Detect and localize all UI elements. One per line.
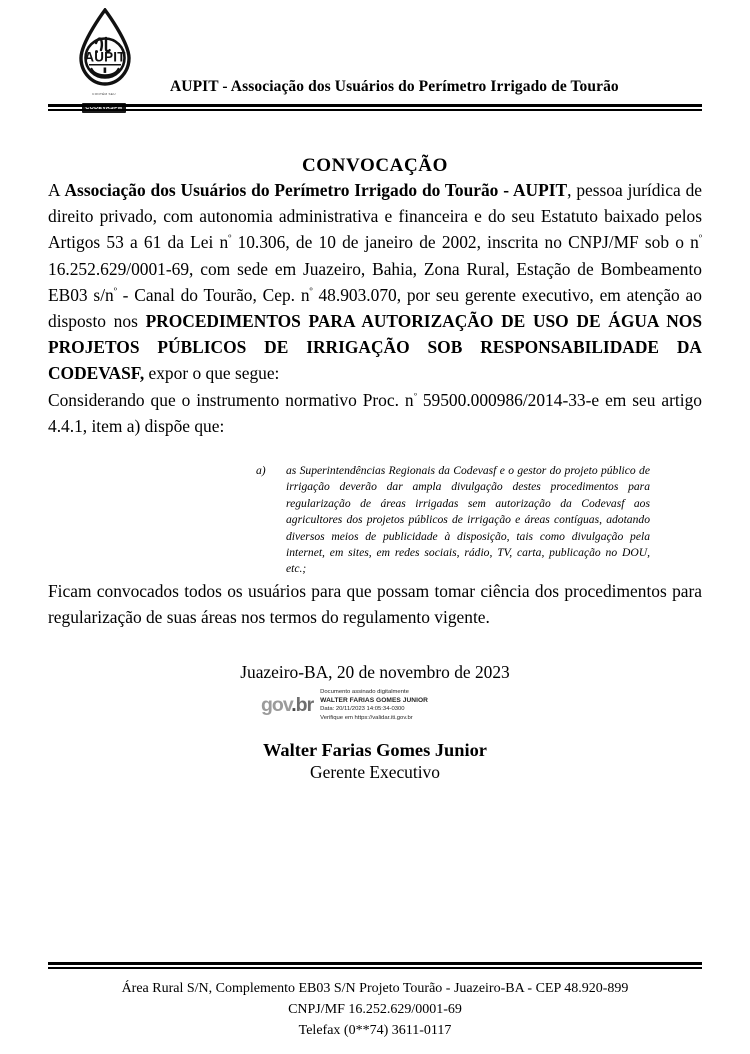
govbr-logo-br: br	[295, 693, 314, 716]
document-footer	[48, 962, 702, 1041]
govbr-signature-details	[320, 688, 489, 722]
paragraph-considerando-part-2: 59500.000986/2014-33-e em seu artigo 4.4.1, item a) dispõe que:	[48, 389, 702, 436]
paragraph-ficam-convocados: Ficam convocados todos os usuários para que possam tomar ciência dos procedimentos para regularização de suas áreas nos termos do regulamento vigente.	[48, 580, 702, 628]
govbr-signature-heading: Documento assinado digitalmente	[320, 689, 409, 696]
paragraph-considerando	[48, 387, 702, 439]
govbr-logo-icon	[261, 693, 314, 716]
paragraph-main-middle-4: - Canal do Tourão, Cep. n	[116, 284, 310, 305]
govbr-logo-dot: .	[291, 693, 296, 716]
document-header	[48, 0, 702, 112]
signatory-name: Walter Farias Gomes Junior	[263, 739, 487, 760]
footer-telefax-line: Telefax (0**74) 3611-0117	[298, 1023, 452, 1038]
paragraph-main-middle-5: 48.903.070, por seu gerente executivo, em atenção ao disposto nos	[48, 284, 702, 332]
codevasf-badge-caption: CONTÉM SEU	[92, 92, 116, 96]
paragraph-main-tail: expor o que segue:	[144, 363, 280, 384]
ordinal-mark-3: º	[113, 286, 117, 298]
footer-divider-bar-top	[48, 962, 702, 965]
paragraph-main-middle-1: , pessoa jurídica de direito privado, com autonomia administrativa e financeira e do seu Estatuto baixado pelos Artigos 53 a 61 da Lei n	[48, 180, 702, 253]
place-and-date-line: Juazeiro-BA, 20 de novembro de 2023	[240, 662, 510, 683]
paragraph-main-middle-3: 16.252.629/0001-69, com sede em Juazeiro, Bahia, Zona Rural, Estação de Bombeamento EB03 s/n	[48, 258, 702, 305]
ordinal-mark-1: º	[228, 233, 232, 245]
govbr-verification-url: Verifique em https://validar.iti.gov.br	[320, 714, 413, 721]
ordinal-mark-2: º	[698, 233, 702, 245]
paragraph-main	[48, 177, 702, 387]
quote-item-marker: a)	[256, 464, 266, 478]
header-organization-title: AUPIT - Associação dos Usuários do Perímetro Irrigado de Tourão	[170, 78, 619, 95]
header-divider-bar-bottom	[48, 109, 702, 111]
paragraph-main-middle-2: 10.306, de 10 de janeiro de 2002, inscrita no CNPJ/MF sob o n	[231, 232, 699, 253]
govbr-signature-date: Data: 20/11/2023 14:05:34-0300	[320, 706, 405, 713]
footer-cnpj-line: CNPJ/MF 16.252.629/0001-69	[288, 1002, 462, 1017]
aupit-logo	[64, 8, 146, 108]
govbr-digital-signature-stamp	[261, 688, 489, 722]
water-drop-logo-icon	[72, 8, 138, 88]
header-divider	[48, 104, 702, 111]
govbr-logo-gov: gov	[261, 693, 292, 716]
paragraph-considerando-part-1: Considerando que o instrumento normativo Proc. n	[48, 389, 414, 410]
ordinal-ring-mark: º	[414, 390, 417, 401]
quoted-clause	[256, 463, 650, 578]
ordinal-mark-4: º	[309, 286, 313, 298]
document-title: CONVOCAÇÃO	[301, 155, 448, 176]
paragraph-main-entity: Associação dos Usuários do Perímetro Irrigado do Tourão - AUPIT	[64, 180, 568, 200]
footer-divider-bar-bottom	[48, 967, 702, 969]
paragraph-main-lead: A	[48, 180, 65, 200]
footer-divider	[48, 962, 702, 969]
svg-text:AUPIT: AUPIT	[84, 49, 126, 65]
govbr-signer-name: WALTER FARIAS GOMES JUNIOR	[320, 696, 428, 704]
quote-item-text: as Superintendências Regionais da Codevasf e o gestor do projeto público de irrigação deverão dar ampla divulgação destes procedimentos para regularização de áreas irrigadas sem autorização da Codevasf aos agricultores dos projetos públicos de irrigação e áreas contíguas, adotando diversos meios de publicidade à disposição, tais como divulgação pela internet, em sites, em redes sociais, rádio, TV, carta, publicação no DOU, etc.;	[286, 464, 650, 576]
header-divider-bar-top	[48, 104, 702, 107]
procedure-title-emphasis: PROCEDIMENTOS PARA AUTORIZAÇÃO DE USO DE ÁGUA NOS PROJETOS PÚBLICOS DE IRRIGAÇÃO SOB RESPONSABILIDADE DA CODEVASF,	[48, 311, 702, 384]
footer-address-line: Área Rural S/N, Complemento EB03 S/N Projeto Tourão - Juazeiro-BA - CEP 48.920-899	[121, 981, 629, 996]
signatory-role: Gerente Executivo	[310, 761, 440, 782]
